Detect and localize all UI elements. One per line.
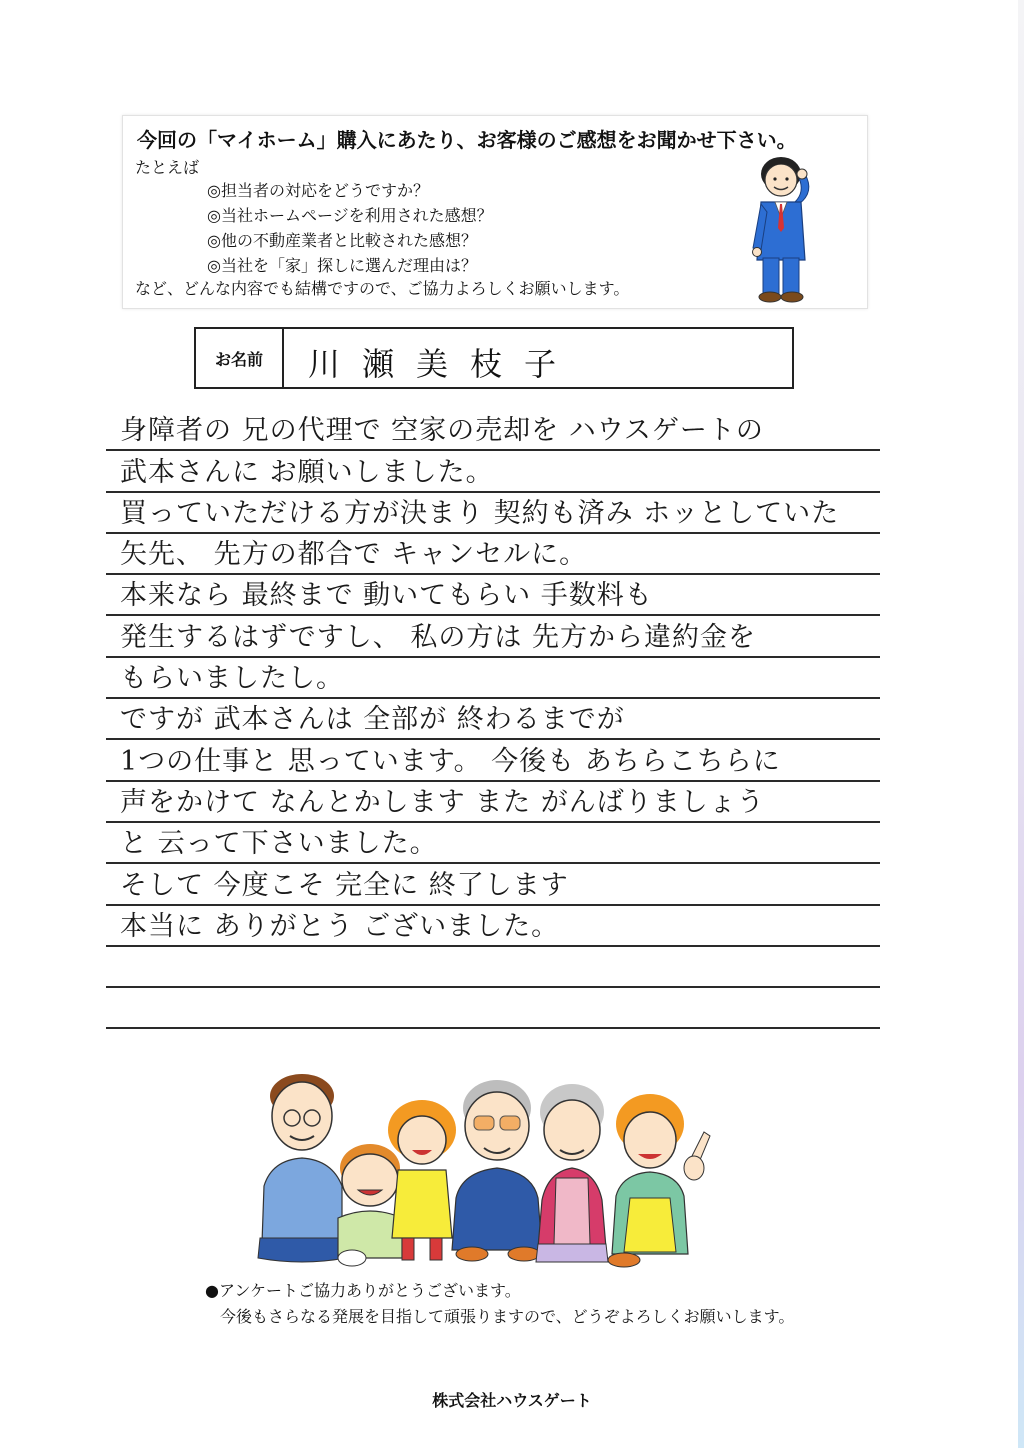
question-item: ◎他の不動産業者と比較された感想？: [207, 231, 477, 250]
salesman-illustration: [745, 152, 825, 304]
survey-subtitle: たとえば: [135, 158, 200, 177]
survey-closing: など、どんな内容でも結構ですので、ご協力よろしくお願いします。: [135, 279, 630, 298]
comment-line: ですが 武本さんは 全部が 終わるまでが: [106, 699, 880, 740]
thanks-message-line2: 今後もさらなる発展を目指して頑張りますので、どうぞよろしくお願いします。: [220, 1307, 795, 1326]
boy-figure: [338, 1144, 402, 1266]
comment-line: 本来なら 最終まで 動いてもらい 手数料も: [106, 575, 880, 616]
question-item: ◎担当者の対応をどうですか？: [207, 181, 429, 200]
comment-line: 発生するはずですし、 私の方は 先方から違約金を: [106, 616, 880, 657]
comment-line: そして 今度こそ 完全に 終了します: [106, 864, 880, 905]
comment-line: [106, 947, 880, 988]
survey-title: 今回の「マイホーム」購入にあたり、お客様のご感想をお聞かせ下さい。: [137, 128, 797, 152]
comment-line: 身障者の 兄の代理で 空家の売却を ハウスゲートの: [106, 410, 880, 451]
comment-line: 矢先、 先方の都合で キャンセルに。: [106, 534, 880, 575]
comment-line: 本当に ありがとう ございました。: [106, 906, 880, 947]
comment-line: [106, 988, 880, 1029]
page-edge-strip: [1018, 0, 1024, 1448]
thanks-message: ●アンケートご協力ありがとうございます。: [205, 1281, 521, 1300]
comment-line: もらいましたし。: [106, 658, 880, 699]
comment-line: 買っていただける方が決まり 契約も済み ホッとしていた: [106, 493, 880, 534]
father-figure: [258, 1074, 346, 1262]
comment-area: [106, 410, 880, 1029]
survey-header: [122, 115, 868, 309]
question-list: [207, 178, 493, 278]
girl-figure: [388, 1100, 456, 1260]
company-name: 株式会社ハウスゲート: [432, 1391, 592, 1410]
grandfather-figure: [452, 1080, 542, 1261]
question-item: ◎当社を「家」探しに選んだ理由は？: [207, 256, 477, 275]
comment-line: 武本さんに お願いしました。: [106, 451, 880, 492]
name-value: 川瀬美枝子: [308, 345, 579, 383]
comment-line: 1つの仕事と 思っています。 今後も あちらこちらに: [106, 740, 880, 781]
grandmother-figure: [536, 1084, 608, 1262]
mother-figure: [608, 1094, 710, 1267]
comment-line: 声をかけて なんとかします また がんばりましょう: [106, 782, 880, 823]
question-item: ◎当社ホームページを利用された感想？: [207, 206, 493, 225]
name-label: お名前: [196, 329, 284, 387]
family-illustration: [252, 1068, 722, 1270]
name-field: [194, 327, 794, 389]
comment-line: と 云って下さいました。: [106, 823, 880, 864]
